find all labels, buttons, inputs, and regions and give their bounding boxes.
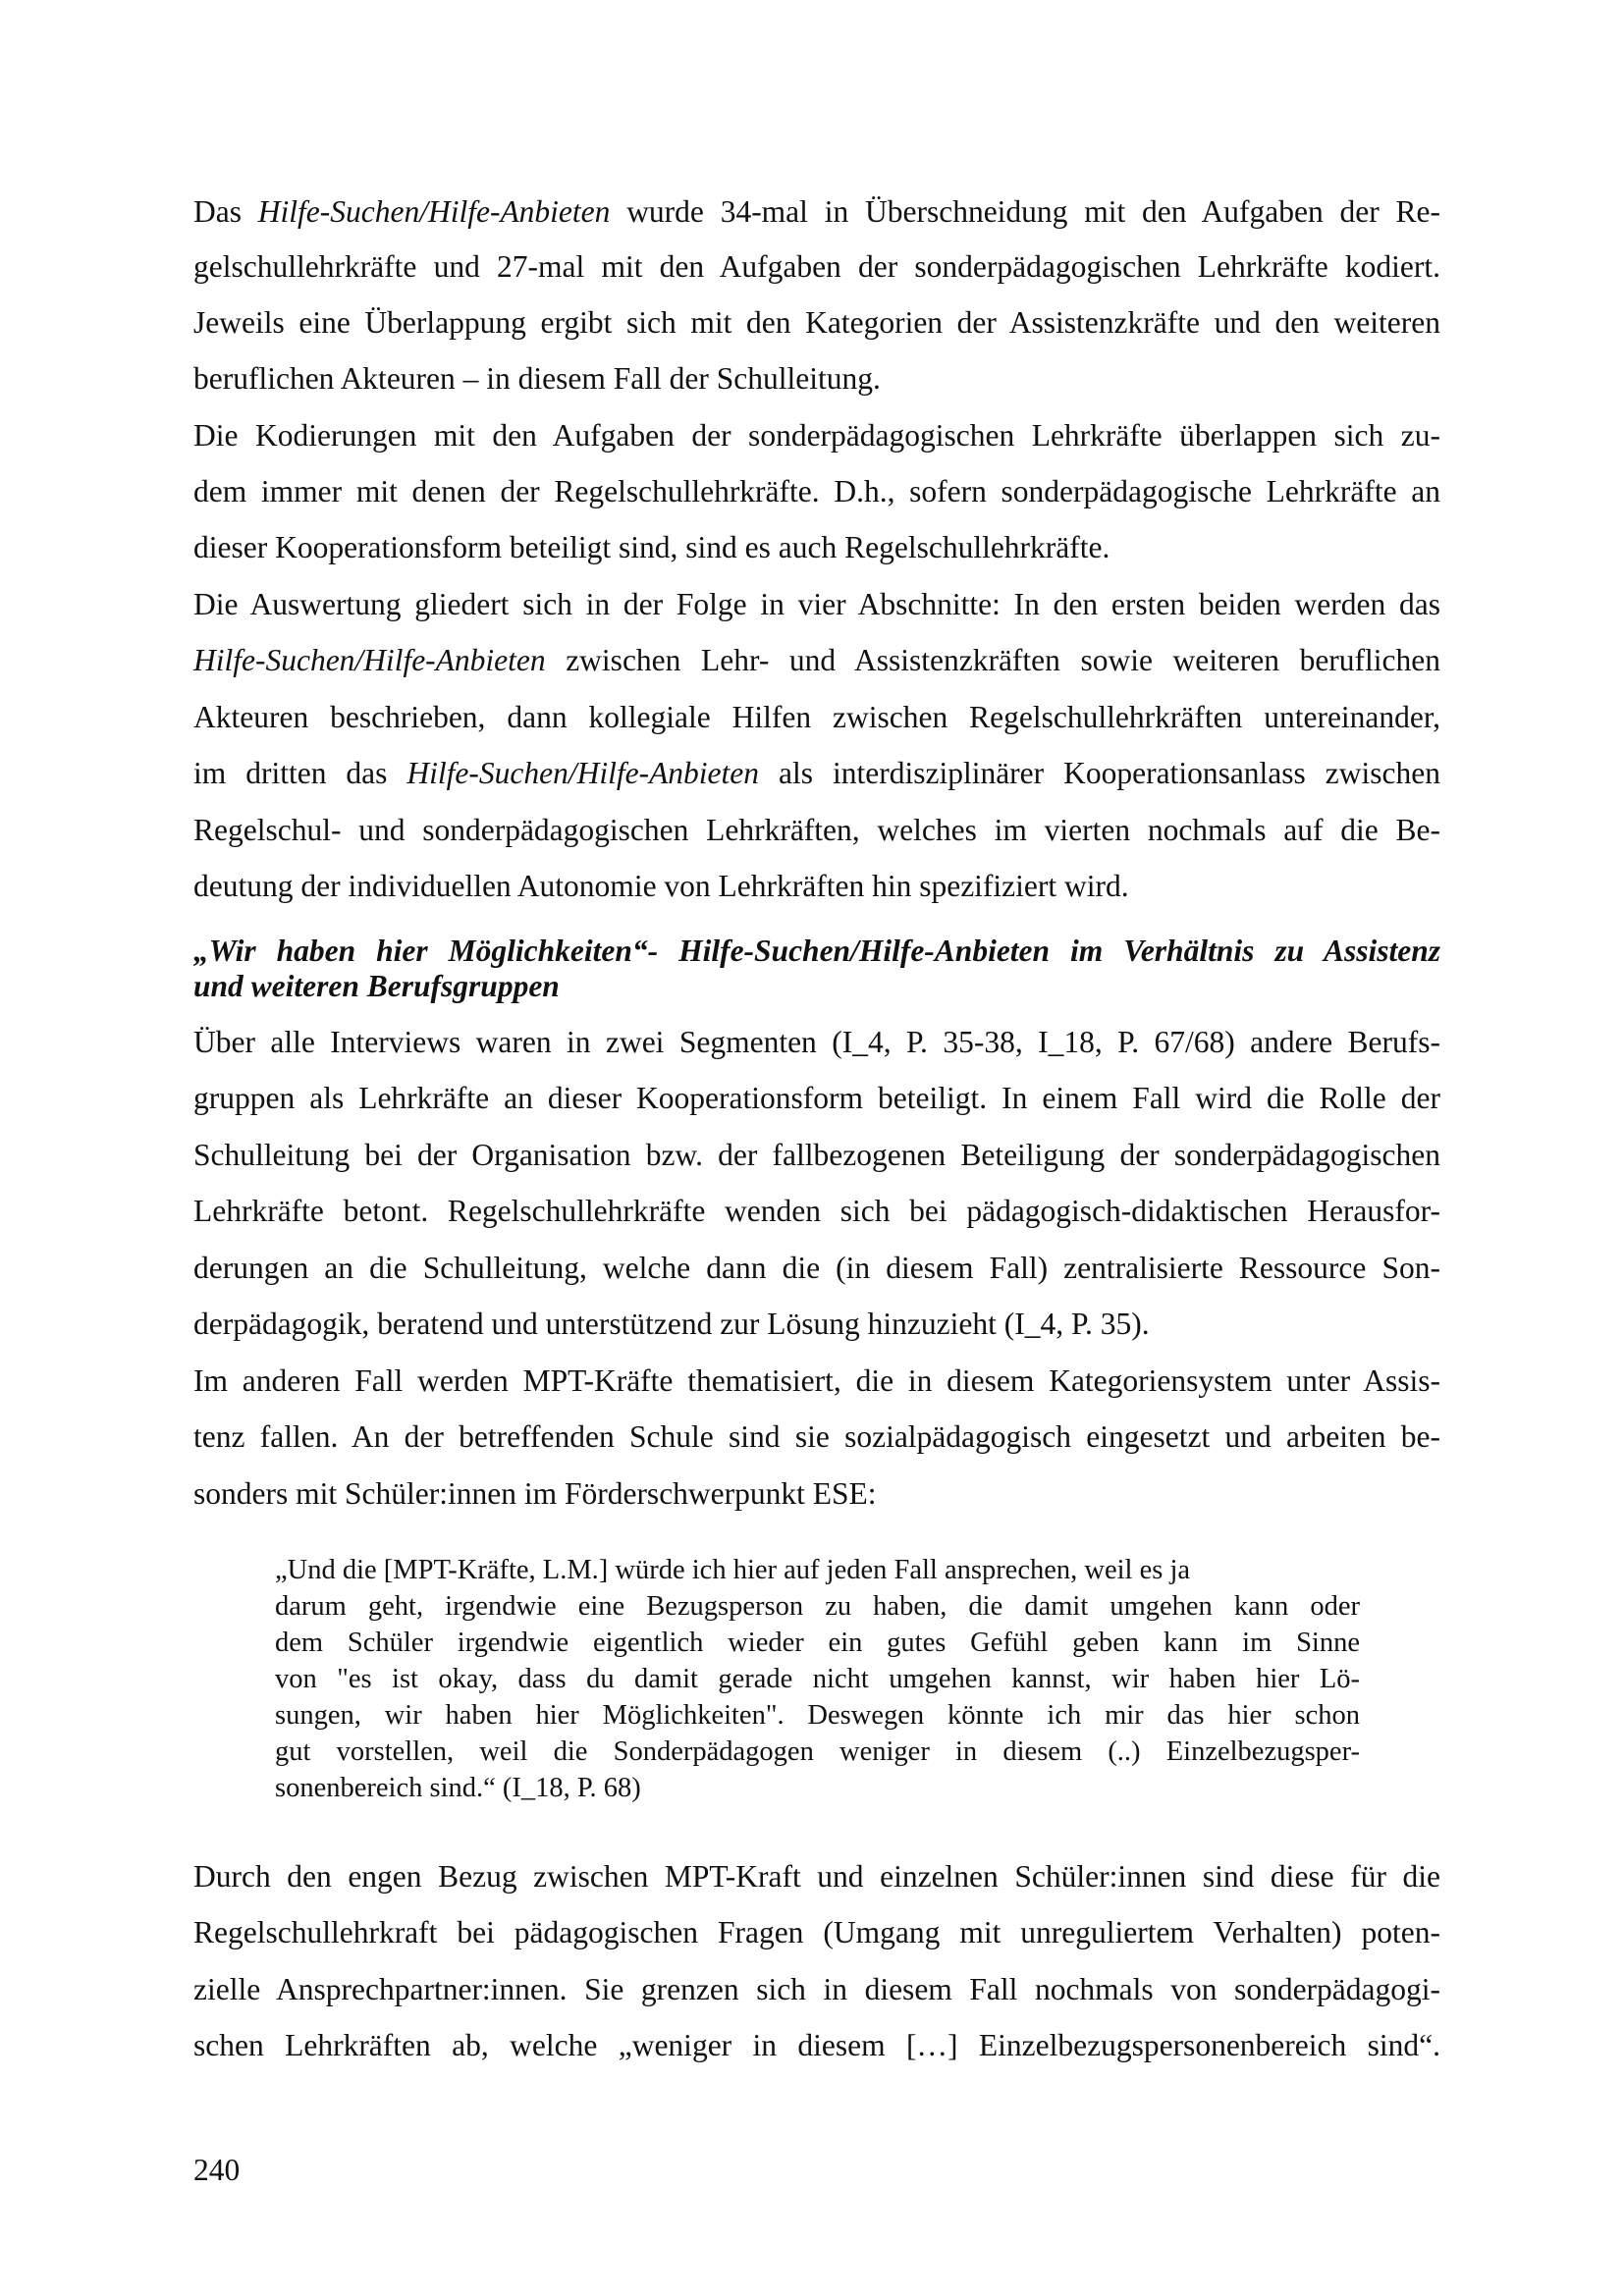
text-line: deutung der individuellen Autonomie von Lehrkräften hin spezifiziert wird. — [193, 869, 1129, 903]
text-line: Das Hilfe-Suchen/Hilfe-Anbieten wurde 34-mal in Überschneidung mit den Aufgaben der Re- — [193, 194, 1440, 229]
text-line: Schulleitung bei der Organisation bzw. der fallbezogenen Beteiligung der sonderpädagogischen — [193, 1138, 1440, 1172]
page-number: 240 — [193, 2153, 241, 2187]
quote-line: gut vorstellen, weil die Sonderpädagogen weniger in diesem (..) Einzelbezugsper- — [275, 1736, 1360, 1767]
text-line: Die Kodierungen mit den Aufgaben der sonderpädagogischen Lehrkräfte überlappen sich zu- — [193, 418, 1440, 453]
quote-line: darum geht, irgendwie eine Bezugsperson zu haben, die damit umgehen kann oder — [275, 1591, 1360, 1622]
heading-line-1: „Wir haben hier Möglichkeiten“- Hilfe-Suchen/Hilfe-Anbieten im Verhältnis zu Assistenz — [193, 934, 1440, 968]
text-line: Akteuren beschrieben, dann kollegiale Hilfen zwischen Regelschullehrkräften untereinander, — [193, 700, 1440, 734]
text-line: schen Lehrkräften ab, welche „weniger in diesem […] Einzelbezugspersonenbereich sind“. — [193, 2028, 1440, 2062]
italic-term: Hilfe-Suchen/Hilfe-Anbieten — [193, 643, 546, 677]
text-line: dem immer mit denen der Regelschullehrkräfte. D.h., sofern sonderpädagogische Lehrkräfte an — [193, 474, 1440, 508]
text-line: Durch den engen Bezug zwischen MPT-Kraft und einzelnen Schüler:innen sind diese für die — [193, 1859, 1440, 1894]
text-line: Die Auswertung gliedert sich in der Folge in vier Abschnitte: In den ersten beiden werden das — [193, 587, 1440, 621]
text-line: beruflichen Akteuren – in diesem Fall der Schulleitung. — [193, 361, 881, 396]
italic-term: Hilfe-Suchen/Hilfe-Anbieten — [406, 756, 760, 790]
quote-line: sonenbereich sind.“ (I_18, P. 68) — [275, 1773, 641, 1803]
text-line: Im anderen Fall werden MPT-Kräfte thematisiert, die in diesem Kategoriensystem unter Assis- — [193, 1363, 1440, 1398]
text-line: gelschullehrkräfte und 27-mal mit den Aufgaben der sonderpädagogischen Lehrkräfte kodiert. — [193, 249, 1440, 284]
text-line: Lehrkräfte betont. Regelschullehrkräfte wenden sich bei pädagogisch-didaktischen Herausfor- — [193, 1194, 1440, 1228]
quote-line: von "es ist okay, dass du damit gerade nicht umgehen kannst, wir haben hier Lö- — [275, 1664, 1360, 1694]
text-line: im dritten das Hilfe-Suchen/Hilfe-Anbieten als interdisziplinärer Kooperationsanlass zwischen — [193, 756, 1440, 790]
text-line: tenz fallen. An der betreffenden Schule sind sie sozialpädagogisch eingesetzt und arbeiten be- — [193, 1419, 1440, 1454]
text-line: sonders mit Schüler:innen im Förderschwerpunkt ESE: — [193, 1476, 877, 1511]
quote-line: sungen, wir haben hier Möglichkeiten". Deswegen könnte ich mir das hier schon — [275, 1700, 1360, 1731]
text-line: Jeweils eine Überlappung ergibt sich mit den Kategorien der Assistenzkräfte und den weiteren — [193, 305, 1440, 340]
text-line: Regelschullehrkraft bei pädagogischen Fragen (Umgang mit unreguliertem Verhalten) poten- — [193, 1915, 1440, 1949]
text-line: Über alle Interviews waren in zwei Segmenten (I_4, P. 35-38, I_18, P. 67/68) andere Berufs- — [193, 1025, 1440, 1059]
text-line: derpädagogik, beratend und unterstützend zur Lösung hinzuzieht (I_4, P. 35). — [193, 1307, 1150, 1341]
text-line: derungen an die Schulleitung, welche dann die (in diesem Fall) zentralisierte Ressource Son- — [193, 1251, 1440, 1285]
text-line: zielle Ansprechpartner:innen. Sie grenzen sich in diesem Fall nochmals von sonderpädagogi- — [193, 1972, 1440, 2006]
quote-line: dem Schüler irgendwie eigentlich wieder ein gutes Gefühl geben kann im Sinne — [275, 1628, 1360, 1658]
italic-term: Hilfe-Suchen/Hilfe-Anbieten — [257, 194, 611, 229]
text-line: gruppen als Lehrkräfte an dieser Kooperationsform beteiligt. In einem Fall wird die Rolle der — [193, 1081, 1440, 1115]
quote-line: „Und die [MPT-Kräfte, L.M.] würde ich hier auf jeden Fall ansprechen, weil es ja — [275, 1555, 1191, 1585]
text-line: dieser Kooperationsform beteiligt sind, sind es auch Regelschullehrkräfte. — [193, 530, 1110, 564]
text-line: Hilfe-Suchen/Hilfe-Anbieten zwischen Lehr- und Assistenzkräften sowie weiteren beruflichen — [193, 643, 1440, 677]
heading-line-2: und weiteren Berufsgruppen — [193, 969, 560, 1003]
text-line: Regelschul- und sonderpädagogischen Lehrkräften, welches im vierten nochmals auf die Be- — [193, 813, 1440, 847]
